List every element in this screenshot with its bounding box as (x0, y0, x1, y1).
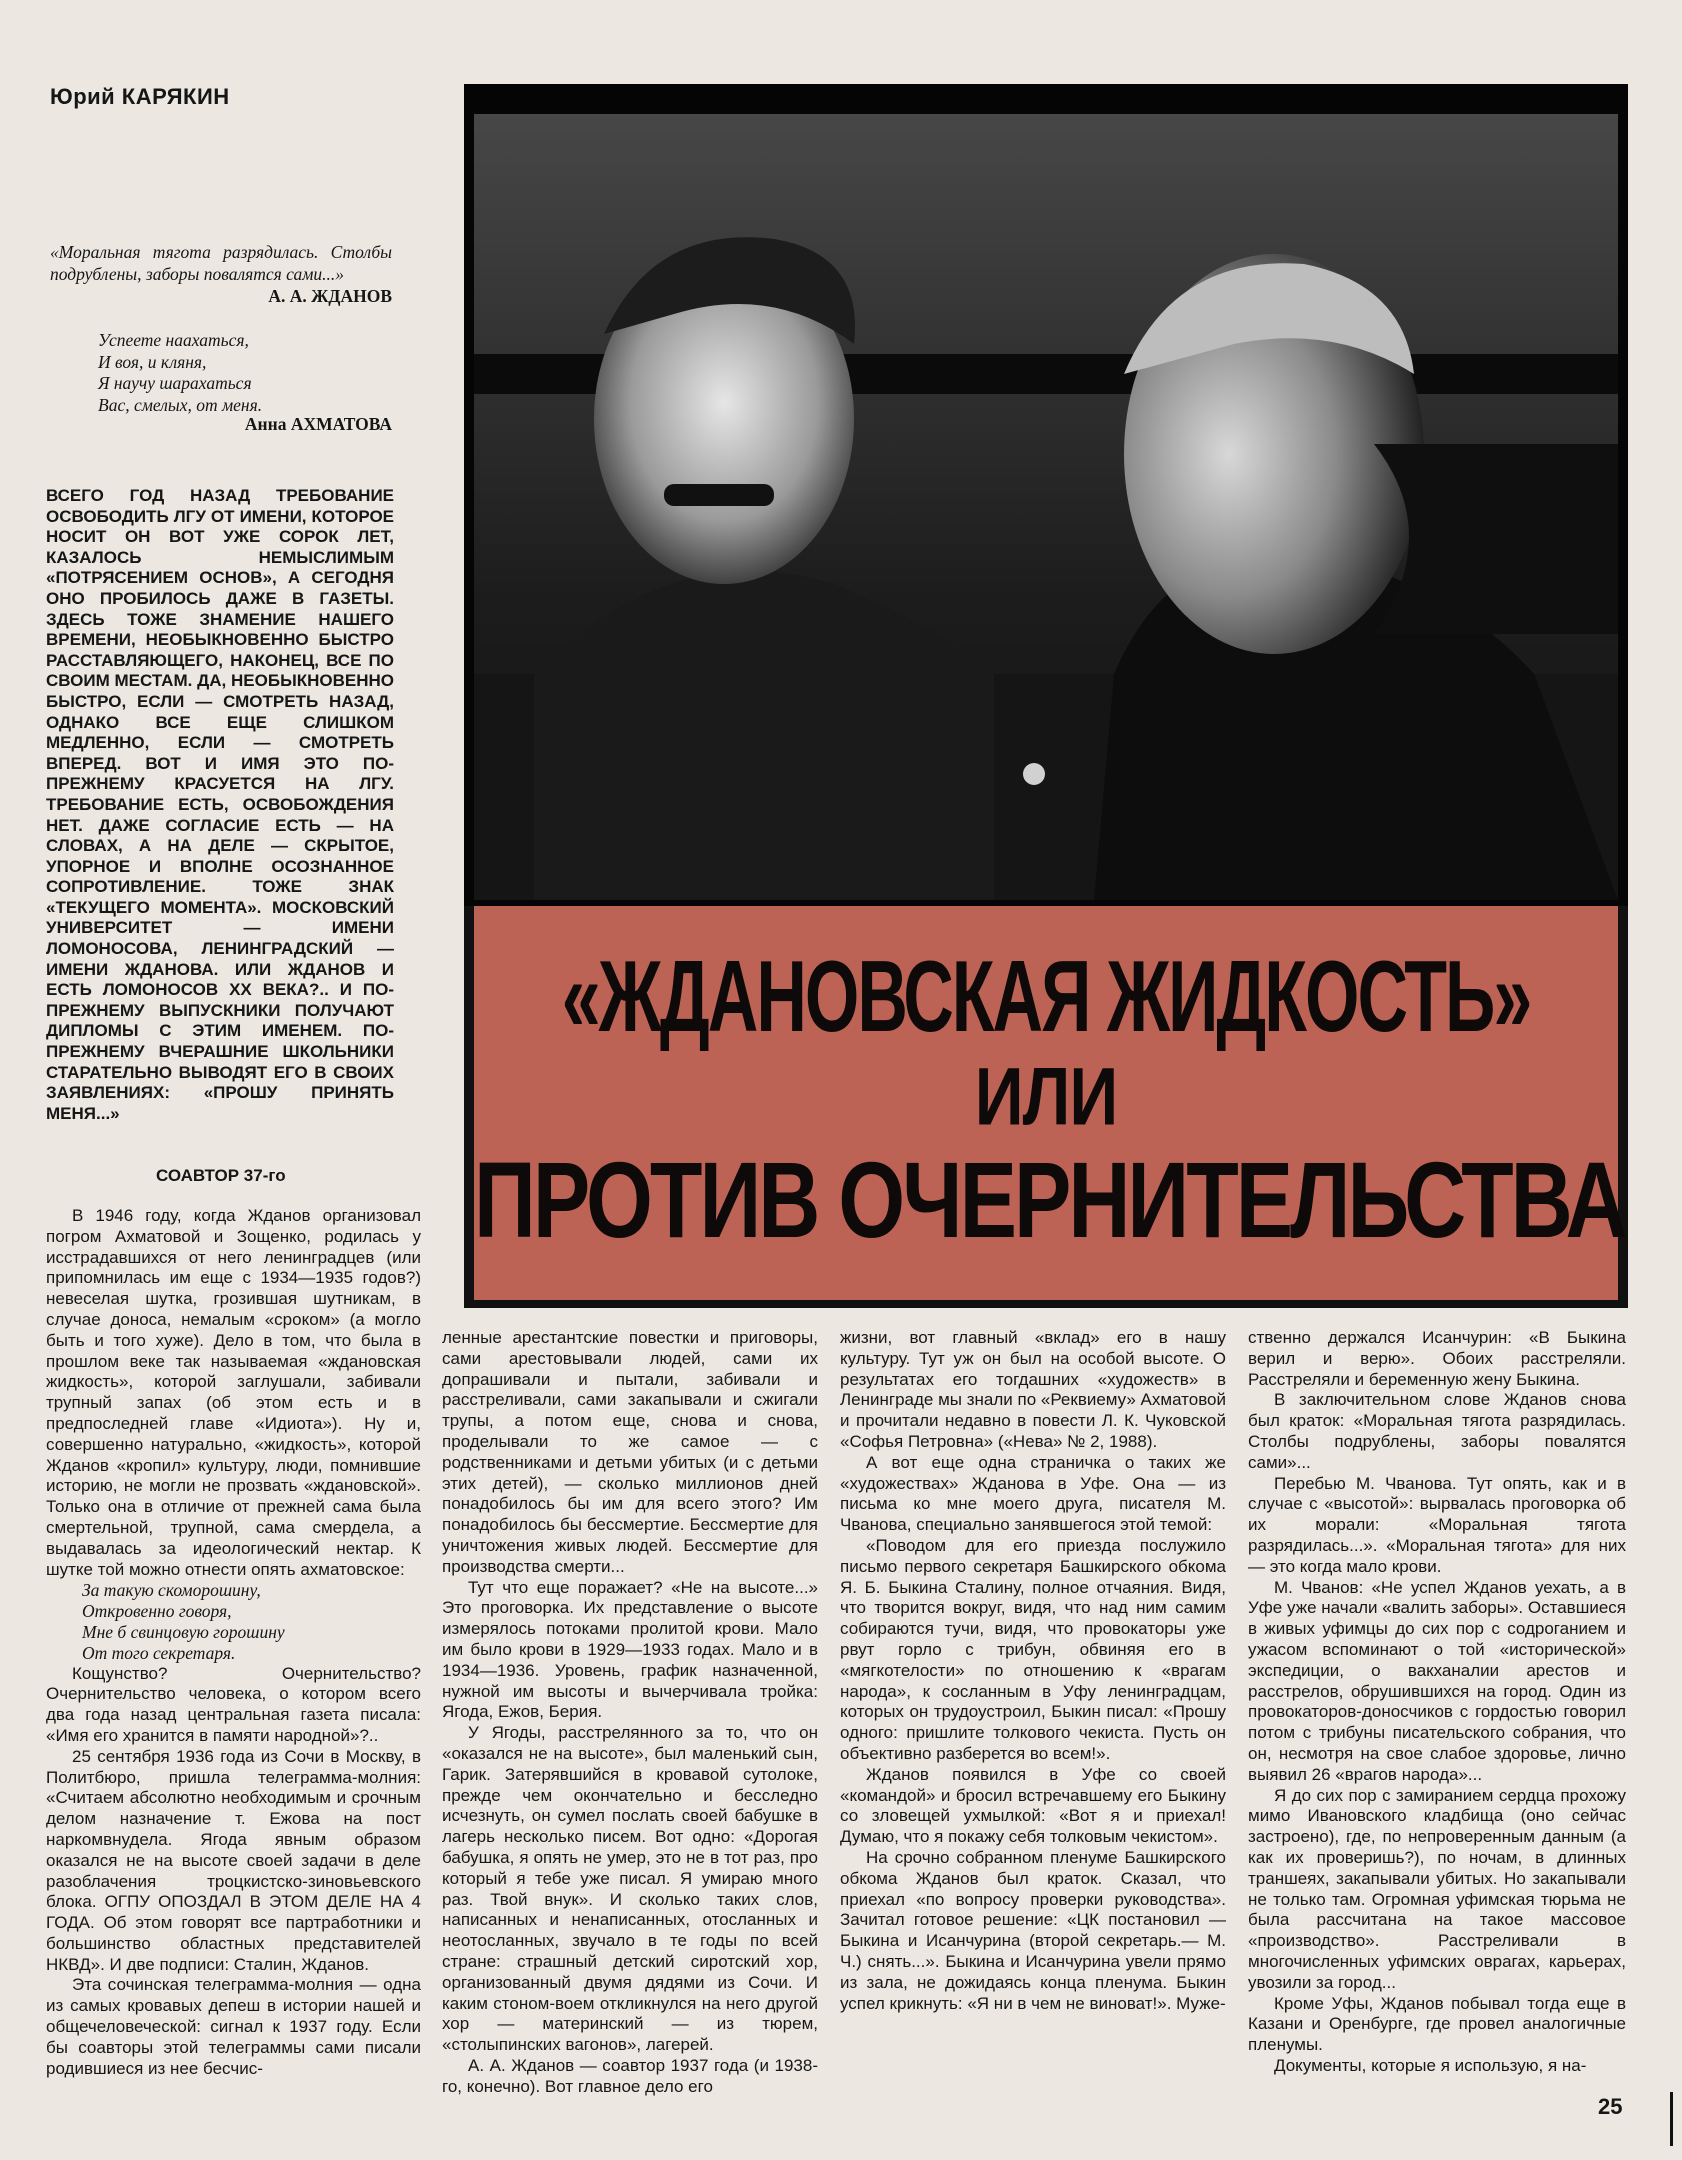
paragraph: Документы, которые я использую, я на- (1274, 2055, 1587, 2075)
poem-line: За такую скоморошину, (82, 1580, 261, 1601)
epigraph-line: Успеете наахаться, (98, 330, 249, 350)
paragraph: В заключительном слове Жданов снова был краток: «Моральная тягота разрядилась. Столбы подрублены, заборы повалятся сами»... (1248, 1390, 1626, 1472)
paragraph: ственно держался Исанчурин: «В Быкина верил и верю». Обоих расстреляли. Расстреляли и беременную жену Быкина. (1248, 1328, 1626, 1389)
epigraph-zhdanov-attribution: А. А. ЖДАНОВ (268, 286, 392, 306)
paragraph: У Ягоды, расстрелянного за то, что он «оказался не на высоте», был маленький сын, Гарик. Затерявшийся в кровавой сутолоке, прежде чем окончательно и бесследно исчезнуть, он сумел послать своей бабушке в лагерь несколько писем. Вот одно: «Дорогая бабушка, я опять не умер, это не в тот раз, про который я тебе уже писал. Я умираю много раз. Твой внук». И сколько таких слов, написанных и ненаписанных, отосланных и неотосланных, звучало в те годы по всей стране: страшный детский сиротский хор, организованный двумя дядями из Сочи. И каким стоном-воем откликнулся на него другой хор — материнский — из тюрем, «столыпинских вагонов», лагерей. (442, 1723, 818, 2055)
photo-illustration (474, 114, 1618, 900)
epigraph-line: Я научу шарахаться (98, 373, 252, 393)
headline-line-1: «ЖДАНОВСКАЯ ЖИДКОСТЬ» (561, 939, 1531, 1053)
paragraph: М. Чванов: «Не успел Жданов уехать, а в Уфе уже начали «валить заборы». Оставшиеся в живых уфимцы до сих пор с содроганием и ужасом вспоминают о той «исторической» экспедиции, о вакханалии арестов и расстрелов, обрушившихся на город. Один из провокаторов-доносчиков с гордостью говорил потом с трибуны писательского собрания, что он, несмотря на свое слабое здоровье, лично выявил 26 «врагов народа»... (1248, 1577, 1626, 1784)
poem-line: Мне б свинцовую горошину (82, 1621, 285, 1642)
poem-line: От того секретаря. (82, 1642, 236, 1663)
paragraph: 25 сентября 1936 года из Сочи в Москву, в Политбюро, пришла телеграмма-молния: «Считаем абсолютно необходимым и срочным делом назначение т. Ежова на пост наркомвнудела. Ягода явным образом оказался не на высоте своей задачи в деле разоблачения троцкистско-зиновьевского блока. ОГПУ ОПОЗДАЛ В ЭТОМ ДЕЛЕ НА 4 ГОДА. Об этом говорят все партработники и большинство областных представителей НКВД». И две подписи: Сталин, Жданов. (46, 1746, 421, 1974)
article-column-4 (1248, 1328, 1626, 2077)
paragraph: Я до сих пор с замиранием сердца прохожу мимо Ивановского кладбища (оно сейчас застроено), где, по непроверенным данным (а как их проверишь?), по ночам, в длинных траншеях, закапывали убитых. Но закапывали не только там. Огромная уфимская тюрьма не была рассчитана на такое массовое «производство». Расстреливали в многочисленных уфимских оврагах, карьерах, увозили за город... (1248, 1785, 1626, 1992)
page-number: 25 (1598, 2094, 1623, 2119)
subheading: СОАВТОР 37-го (156, 1166, 286, 1185)
paragraph: Тут что еще поражает? «Не на высоте...» Это проговорка. Их представление о высоте измерялось потоками пролитой крови. Мало им было крови в 1929—1933 годах. Мало и в 1934—1936. Уровень, график назначенной, нужной им высоты и вычерчивала тройка: Ягода, Ежов, Берия. (442, 1577, 818, 1722)
title-panel (474, 906, 1625, 1300)
paragraph: Эта сочинская телеграмма-молния — одна из самых кровавых депеш в истории нашей и общечеловеческой: сигнал к 1937 году. Если бы соавторы этой телеграммы сами писали родившиеся из нее бесчис- (46, 1975, 421, 2078)
page-edge-rule (1670, 2092, 1673, 2146)
article-column-2 (442, 1328, 818, 2097)
paragraph: А. А. Жданов — соавтор 1937 года (и 1938-го, конечно). Вот главное дело его (442, 2055, 818, 2096)
article-column-1 (46, 1206, 421, 2079)
historical-photo (474, 114, 1618, 900)
paragraph: Кощунство? Очернительство? Очернительство человека, о котором всего два года назад центральная газета писала: «Имя его хранится в памяти народной»?.. (46, 1663, 421, 1745)
epigraph-akhmatova-attribution: Анна АХМАТОВА (244, 414, 392, 434)
epigraph-line: И воя, и кляня, (98, 351, 207, 372)
poem-line: Откровенно говоря, (82, 1601, 232, 1622)
author-name: Юрий КАРЯКИН (50, 84, 230, 109)
paragraph: ленные арестантские повестки и приговоры, сами арестовывали людей, сами их допрашивали и пытали, забивали и расстреливали, сами закапывали и сжигали трупы, а потом еще, снова и снова, проделывали то же самое — с родственниками и детьми убитых (и с детьми этих детей), — сколько миллионов дней понадобилось бы им для всего этого? Им понадобилось бы бессмертие. Бессмертие для уничтожения живых людей. Бессмертие для производства смерти... (442, 1328, 818, 1576)
paragraph: На срочно собранном пленуме Башкирского обкома Жданов был краток. Сказал, что приехал «по вопросу проверки руководства». Зачитал готовое решение: «ЦК постановил — Быкина и Исанчурина (второй секретарь.— М. Ч.) снять...». Быкина и Исанчурина увели прямо из зала, не дожидаясь конца пленума. Быкин успел крикнуть: «Я ни в чем не виноват!». Муже- (840, 1847, 1226, 2013)
headline-line-3: ПРОТИВ ОЧЕРНИТЕЛЬСТВА (474, 1140, 1625, 1261)
paragraph: Жданов появился в Уфе со своей «командой» и бросил встречавшему его Быкину со зловещей ухмылкой: «Вот я и приехал! Думаю, что я покажу себя толковым чекистом». (840, 1764, 1226, 1847)
headline-line-2: ИЛИ (974, 1051, 1118, 1143)
paragraph: «Поводом для его приезда послужило письмо первого секретаря Башкирского обкома Я. Б. Быкина Сталину, полное отчаяния. Видя, что творится вокруг, видя, что над ним самим собираются тучи, видя, что провокаторы уже рвут горло с трибун, обвиняя его в «мягкотелости» по отношению к «врагам народа», к сосланным в Уфу ленинградцам, которых он трудоустроил, Быкин писал: «Прошу одного: пришлите толкового чекиста. Пусть он объективно разберется во всем!». (840, 1535, 1226, 1763)
epigraph-zhdanov: «Моральная тягота разрядилась. Столбы подрублены, заборы повалятся сами...» (50, 242, 392, 284)
paragraph: Кроме Уфы, Жданов побывал тогда еще в Казани и Оренбурге, где провел аналогичные пленумы. (1248, 1993, 1626, 2055)
epigraph-akhmatova (98, 330, 398, 416)
paragraph: В 1946 году, когда Жданов организовал погром Ахматовой и Зощенко, родилась у исстрадавшихся от него ленинградцев (или припомнилась им еще с 1934—1935 годов?) невеселая шутка, грозившая шутникам, в случае доноса, немалым «сроком» (а могло быть и того хуже). Дело в том, что была в прошлом веке так называемая «ждановская жидкость», которой заглушали, забивали трупный запах (об этом есть и в предпоследней главе «Идиота»). Ну и, совершенно натурально, «жидкость», которой Жданов «кропил» культуру, люди, помнившие историю, не могли не прозвать «ждановской». Только она в отличие от прежней сама была смертельной, трупной, сама смердела, а выдавалась за идеологический нектар. К шутке той можно отнести опять ахматовское: (46, 1206, 421, 1579)
epigraph-line: Вас, смелых, от меня. (98, 394, 263, 415)
paragraph: А вот еще одна страничка о таких же «художествах» Жданова в Уфе. Она — из письма ко мне моего друга, писателя М. Чванова, специально занявшегося этой темой: (840, 1452, 1226, 1535)
paragraph: жизни, вот главный «вклад» его в нашу культуру. Тут уж он был на особой высоте. О результатах его тогдашних «художеств» в Ленинграде мы знали по «Реквиему» Ахматовой и прочитали недавно в повести Л. К. Чуковской «Софья Петровна» («Нева» № 2, 1988). (840, 1328, 1226, 1451)
lead-paragraph: ВСЕГО ГОД НАЗАД ТРЕБОВАНИЕ ОСВОБОДИТЬ ЛГУ ОТ ИМЕНИ, КОТОРОЕ НОСИТ ОН ВОТ УЖЕ СОРОК ЛЕТ, КАЗАЛОСЬ НЕМЫСЛИМЫМ «ПОТРЯСЕНИЕМ ОСНОВ», А СЕГОДНЯ ОНО ПРОБИЛОСЬ ДАЖЕ В ГАЗЕТЫ. ЗДЕСЬ ТОЖЕ ЗНАМЕНИЕ НАШЕГО ВРЕМЕНИ, НЕОБЫКНОВЕННО БЫСТРО РАССТАВЛЯЮЩЕГО, НАКОНЕЦ, ВСЕ ПО СВОИМ МЕСТАМ. ДА, НЕОБЫКНОВЕННО БЫСТРО, ЕСЛИ — СМОТРЕТЬ НАЗАД, ОДНАКО ВСЕ ЕЩЕ СЛИШКОМ МЕДЛЕННО, ЕСЛИ — СМОТРЕТЬ ВПЕРЕД. ВОТ И ИМЯ ЭТО ПО-ПРЕЖНЕМУ КРАСУЕТСЯ НА ЛГУ. ТРЕБОВАНИЕ ЕСТЬ, ОСВОБОЖДЕНИЯ НЕТ. ДАЖЕ СОГЛАСИЕ ЕСТЬ — НА СЛОВАХ, А НА ДЕЛЕ — СКРЫТОЕ, УПОРНОЕ И ВПОЛНЕ ОСОЗНАННОЕ СОПРОТИВЛЕНИЕ. ТОЖЕ ЗНАК «ТЕКУЩЕГО МОМЕНТА». МОСКОВСКИЙ УНИВЕРСИТЕТ — ИМЕНИ ЛОМОНОСОВА, ЛЕНИНГРАДСКИЙ — ИМЕНИ ЖДАНОВА. ИЛИ ЖДАНОВ И ЕСТЬ ЛОМОНОСОВ XX ВЕКА?.. И ПО-ПРЕЖНЕМУ ВЫПУСКНИКИ ПОЛУЧАЮТ ДИПЛОМЫ С ЭТИМ ИМЕНЕМ. ПО-ПРЕЖНЕМУ ВЧЕРАШНИЕ ШКОЛЬНИКИ СТАРАТЕЛЬНО ВЫВОДЯТ ЕГО В СВОИХ ЗАЯВЛЕНИЯХ: «ПРОШУ ПРИНЯТЬ МЕНЯ...» (46, 486, 394, 1123)
paragraph: Перебью М. Чванова. Тут опять, как и в случае с «высотой»: вырвалась проговорка об их морали: «Моральная тягота разрядилась...». «Моральная тягота» для них — это когда мало крови. (1248, 1473, 1626, 1576)
article-column-3 (840, 1328, 1226, 2014)
